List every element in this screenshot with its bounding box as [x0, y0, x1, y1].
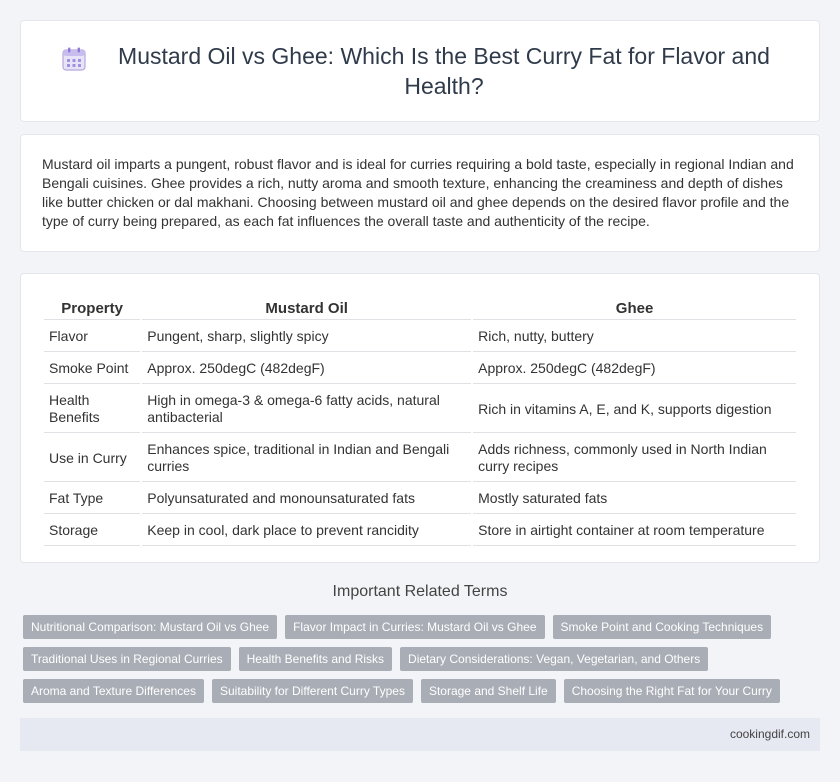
- related-tag[interactable]: Flavor Impact in Curries: Mustard Oil vs Ghee: [285, 615, 544, 639]
- table-row: [44, 516, 796, 546]
- mustard-oil-cell: Approx. 250degC (482degF): [142, 354, 471, 384]
- mustard-oil-cell: Enhances spice, traditional in Indian and Bengali curries: [142, 435, 471, 482]
- ghee-cell: Store in airtight container at room temperature: [473, 516, 796, 546]
- header-mustard-oil: Mustard Oil: [142, 294, 471, 320]
- comparison-table: [42, 292, 798, 548]
- table-row: [44, 322, 796, 352]
- related-tags: [23, 615, 823, 711]
- title-card: [20, 20, 820, 122]
- intro-card: [20, 134, 820, 252]
- property-cell: Use in Curry: [44, 435, 140, 482]
- property-cell: Flavor: [44, 322, 140, 352]
- table-row: [44, 354, 796, 384]
- property-cell: Smoke Point: [44, 354, 140, 384]
- tag-row: [23, 679, 823, 703]
- ghee-cell: Rich, nutty, buttery: [473, 322, 796, 352]
- mustard-oil-cell: Keep in cool, dark place to prevent rancidity: [142, 516, 471, 546]
- intro-text: Mustard oil imparts a pungent, robust flavor and is ideal for curries requiring a bold taste, especially in regional Indian and Bengali cuisines. Ghee provides a rich, nutty aroma and smooth texture, enhancing the creaminess and depth of dishes like butter chicken or dal makhani. Choosing between mustard oil and ghee depends on the desired flavor profile and the type of curry being prepared, as each fat influences the overall taste and authenticity of the recipe.: [42, 156, 794, 229]
- header-ghee: Ghee: [473, 294, 796, 320]
- related-tag[interactable]: Choosing the Right Fat for Your Curry: [564, 679, 780, 703]
- mustard-oil-cell: High in omega-3 & omega-6 fatty acids, natural antibacterial: [142, 386, 471, 433]
- related-tag[interactable]: Smoke Point and Cooking Techniques: [553, 615, 772, 639]
- table-row: [44, 386, 796, 433]
- property-cell: Health Benefits: [44, 386, 140, 433]
- table-row: [44, 435, 796, 482]
- ghee-cell: Mostly saturated fats: [473, 484, 796, 514]
- related-tag[interactable]: Storage and Shelf Life: [421, 679, 556, 703]
- related-tag[interactable]: Dietary Considerations: Vegan, Vegetarian, and Others: [400, 647, 708, 671]
- page-title: Mustard Oil vs Ghee: Which Is the Best Curry Fat for Flavor and Health?: [118, 43, 770, 99]
- ghee-cell: Rich in vitamins A, E, and K, supports digestion: [473, 386, 796, 433]
- comparison-card: [20, 273, 820, 563]
- related-tag[interactable]: Traditional Uses in Regional Curries: [23, 647, 231, 671]
- table-header-row: [44, 294, 796, 320]
- tag-row: [23, 647, 823, 671]
- footer: [20, 718, 820, 751]
- related-tag[interactable]: Aroma and Texture Differences: [23, 679, 204, 703]
- related-terms-heading: Important Related Terms: [332, 583, 508, 600]
- table-row: [44, 484, 796, 514]
- related-tag[interactable]: Health Benefits and Risks: [239, 647, 392, 671]
- property-cell: Storage: [44, 516, 140, 546]
- ghee-cell: Approx. 250degC (482degF): [473, 354, 796, 384]
- mustard-oil-cell: Polyunsaturated and monounsaturated fats: [142, 484, 471, 514]
- tag-row: [23, 615, 823, 639]
- header-property: Property: [44, 294, 140, 320]
- site-name[interactable]: cookingdif.com: [729, 727, 810, 741]
- mustard-oil-cell: Pungent, sharp, slightly spicy: [142, 322, 471, 352]
- related-tag[interactable]: Nutritional Comparison: Mustard Oil vs Ghee: [23, 615, 277, 639]
- calendar-icon: [61, 46, 87, 72]
- related-tag[interactable]: Suitability for Different Curry Types: [212, 679, 413, 703]
- property-cell: Fat Type: [44, 484, 140, 514]
- ghee-cell: Adds richness, commonly used in North Indian curry recipes: [473, 435, 796, 482]
